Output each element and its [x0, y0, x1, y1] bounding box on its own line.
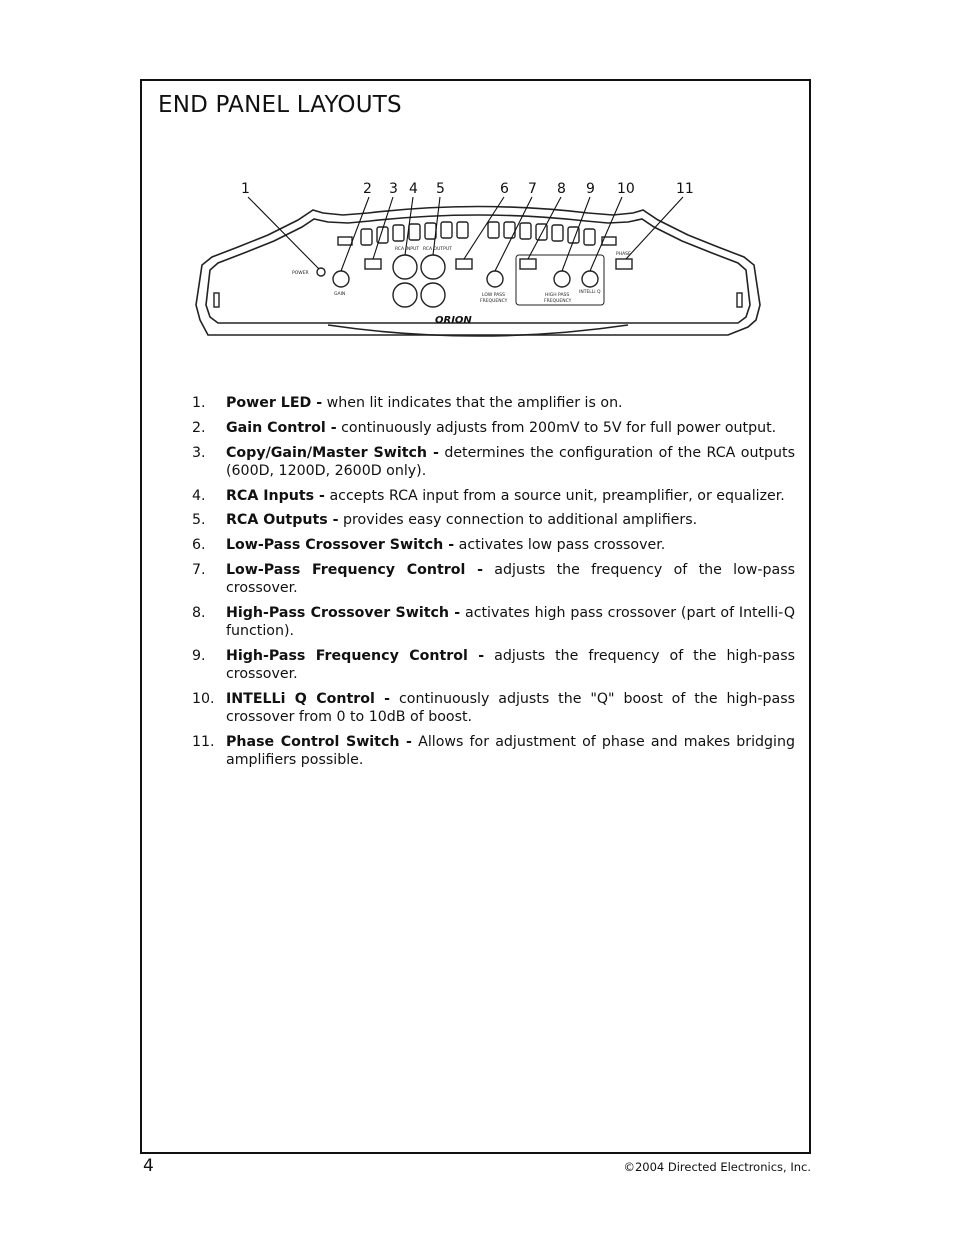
low-pass-label: LOW PASS	[482, 293, 505, 298]
callout-7: 7	[528, 181, 537, 197]
list-item: 4. RCA Inputs - accepts RCA input from a source unit, preamplifier, or equalizer.	[192, 487, 785, 504]
callout-9: 9	[586, 181, 595, 197]
list-item: 6. Low-Pass Crossover Switch - activates low pass crossover.	[192, 537, 666, 554]
callout-1: 1	[241, 181, 250, 197]
intelli-q-knob-icon	[582, 271, 598, 287]
callout-leaders	[248, 197, 683, 271]
callout-4: 4	[409, 181, 418, 197]
low-pass-frequency-label: FREQUENCY	[480, 299, 508, 304]
callout-11: 11	[676, 181, 694, 197]
terminal-right	[737, 293, 742, 307]
page-title: END PANEL LAYOUTS	[158, 92, 402, 118]
list-item: 5. RCA Outputs - provides easy connection to additional amplifiers.	[192, 512, 698, 529]
callout-3: 3	[389, 181, 398, 197]
list-item: 1. Power LED - when lit indicates that the amplifier is on.	[192, 395, 623, 411]
list-item: 8. High-Pass Crossover Switch - activates high pass crossover (part of Intelli-Q function).	[192, 604, 795, 640]
high-pass-frequency-label: FREQUENCY	[544, 299, 572, 304]
list-item: 3. Copy/Gain/Master Switch - determines the configuration of the RCA outputs (600D, 1200D, 2600D only).	[192, 444, 795, 479]
end-panel-diagram	[188, 175, 768, 365]
phase-switch-icon	[616, 259, 632, 269]
orion-logo: ORION	[435, 315, 472, 326]
rca-output-label: RCA OUTPUT	[423, 247, 452, 252]
gain-knob-icon	[333, 271, 349, 287]
list-item: 2. Gain Control - continuously adjusts from 200mV to 5V for full power output.	[192, 419, 777, 436]
callout-8: 8	[557, 181, 566, 197]
list-item: 11. Phase Control Switch - Allows for adjustment of phase and makes bridging amplifiers possible.	[192, 733, 795, 769]
panel-outline	[196, 207, 760, 337]
heatsink-slots	[338, 222, 616, 245]
page-number: 4	[143, 1156, 154, 1176]
gain-label: GAIN	[334, 292, 346, 297]
rca-output-jack-icon	[421, 255, 445, 279]
copy-gain-switch-icon	[365, 259, 381, 269]
terminal-left	[214, 293, 219, 307]
callout-5: 5	[436, 181, 445, 197]
callout-10: 10	[617, 181, 635, 197]
high-pass-switch-icon	[520, 259, 536, 269]
rca-input-jack-icon	[393, 283, 417, 307]
rca-input-label: RCA INPUT	[395, 247, 420, 252]
power-label: POWER	[292, 271, 309, 276]
control-descriptions	[192, 394, 795, 776]
callout-2: 2	[363, 181, 372, 197]
low-pass-knob-icon	[487, 271, 503, 287]
list-item: 10. INTELLi Q Control - continuously adjusts the "Q" boost of the high-pass crossover from 0 to 10dB of boost.	[192, 690, 795, 726]
copyright-notice: ©2004 Directed Electronics, Inc.	[623, 1160, 811, 1174]
list-item: 7. Low-Pass Frequency Control - adjusts the frequency of the low-pass crossover.	[192, 561, 795, 597]
panel-controls	[214, 255, 742, 307]
callout-numbers	[241, 181, 694, 197]
intelli-q-label: INTELLi Q	[579, 290, 601, 295]
rca-input-jack-icon	[393, 255, 417, 279]
high-pass-knob-icon	[554, 271, 570, 287]
low-pass-switch-icon	[456, 259, 472, 269]
callout-6: 6	[500, 181, 509, 197]
high-pass-label: HIGH PASS	[545, 293, 570, 298]
list-item: 9. High-Pass Frequency Control - adjusts the frequency of the high-pass crossover.	[192, 647, 795, 683]
rca-output-jack-icon	[421, 283, 445, 307]
phase-label: PHASE	[616, 252, 631, 257]
power-led-icon	[317, 268, 325, 276]
